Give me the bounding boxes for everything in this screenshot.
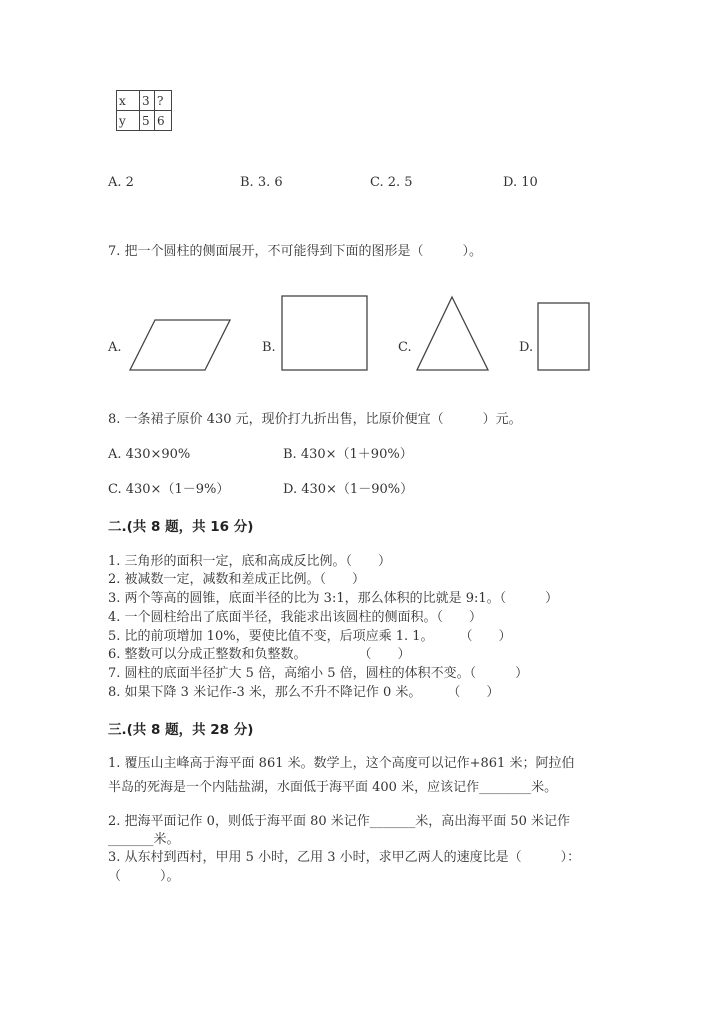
q8-option-a: A. 430×90% xyxy=(108,447,191,462)
parallelogram-shape xyxy=(130,320,230,370)
triangle-shape xyxy=(417,297,488,370)
table-cell: 3 xyxy=(140,91,155,111)
q7-question: 7. 把一个圆柱的侧面展开，不可能得到下面的图形是（ ）。 xyxy=(108,244,483,259)
s3-q1-line2: 半岛的死海是一个内陆盐湖，水面低于海平面 400 米，应该记作________米。 xyxy=(108,780,558,795)
s3-q2-line2: _______米。 xyxy=(108,832,180,847)
list-item: 2. 被减数一定，减数和差成正比例。（ ） xyxy=(108,572,366,587)
table-cell: ? xyxy=(155,91,172,111)
list-item: 4. 一个圆柱给出了底面半径，我能求出该圆柱的侧面积。（ ） xyxy=(108,610,483,625)
list-item: 7. 圆柱的底面半径扩大 5 倍，高缩小 5 倍，圆柱的体积不变。（ ） xyxy=(108,666,529,681)
table-cell: 6 xyxy=(155,111,172,131)
section2-heading: 二.(共 8 题，共 16 分) xyxy=(108,519,254,535)
q6-option-b: B. 3. 6 xyxy=(240,175,283,190)
q7-option-a: A. xyxy=(108,340,122,355)
q6-option-d: D. 10 xyxy=(503,175,538,190)
s3-q1-line1: 1. 覆压山主峰高于海平面 861 米。数学上，这个高度可以记作+861 米；阿拉伯 xyxy=(108,756,575,771)
q8-option-d: D. 430×（1－90%） xyxy=(283,482,414,497)
q8-option-b: B. 430×（1＋90%） xyxy=(283,447,413,462)
section3-heading: 三.(共 8 题，共 28 分) xyxy=(108,722,254,738)
list-item: 8. 如果下降 3 米记作-3 米，那么不升不降记作 0 米。 （ ） xyxy=(108,685,500,700)
list-item: 5. 比的前项增加 10%，要使比值不变，后项应乘 1. 1。 （ ） xyxy=(108,629,512,644)
table-cell: x xyxy=(117,91,140,111)
q6-option-c: C. 2. 5 xyxy=(370,175,413,190)
s3-q3-line1: 3. 从东村到西村，甲用 5 小时，乙用 3 小时，求甲乙两人的速度比是（ ）： xyxy=(108,850,581,865)
q7-option-d: D. xyxy=(519,340,534,355)
square-shape xyxy=(282,296,367,370)
q8-question: 8. 一条裙子原价 430 元，现价打九折出售，比原价便宜（ ）元。 xyxy=(108,412,522,427)
list-item: 6. 整数可以分成正整数和负整数。 （ ） xyxy=(108,647,411,662)
table-cell: y xyxy=(117,111,140,131)
rectangle-shape xyxy=(538,303,589,370)
table-cell: 5 xyxy=(140,111,155,131)
q7-option-b: B. xyxy=(262,340,276,355)
q7-option-c: C. xyxy=(398,340,412,355)
list-item: 1. 三角形的面积一定，底和高成反比例。（ ） xyxy=(108,554,392,569)
s3-q3-line2: （ ）。 xyxy=(108,869,180,884)
q8-option-c: C. 430×（1－9%） xyxy=(108,482,230,497)
s3-q2-line1: 2. 把海平面记作 0，则低于海平面 80 米记作_______米，高出海平面 50 米记作 xyxy=(108,814,571,829)
q6-option-a: A. 2 xyxy=(108,175,134,190)
list-item: 3. 两个等高的圆锥，底面半径的比为 3:1，那么体积的比就是 9:1。（ ） xyxy=(108,591,559,606)
